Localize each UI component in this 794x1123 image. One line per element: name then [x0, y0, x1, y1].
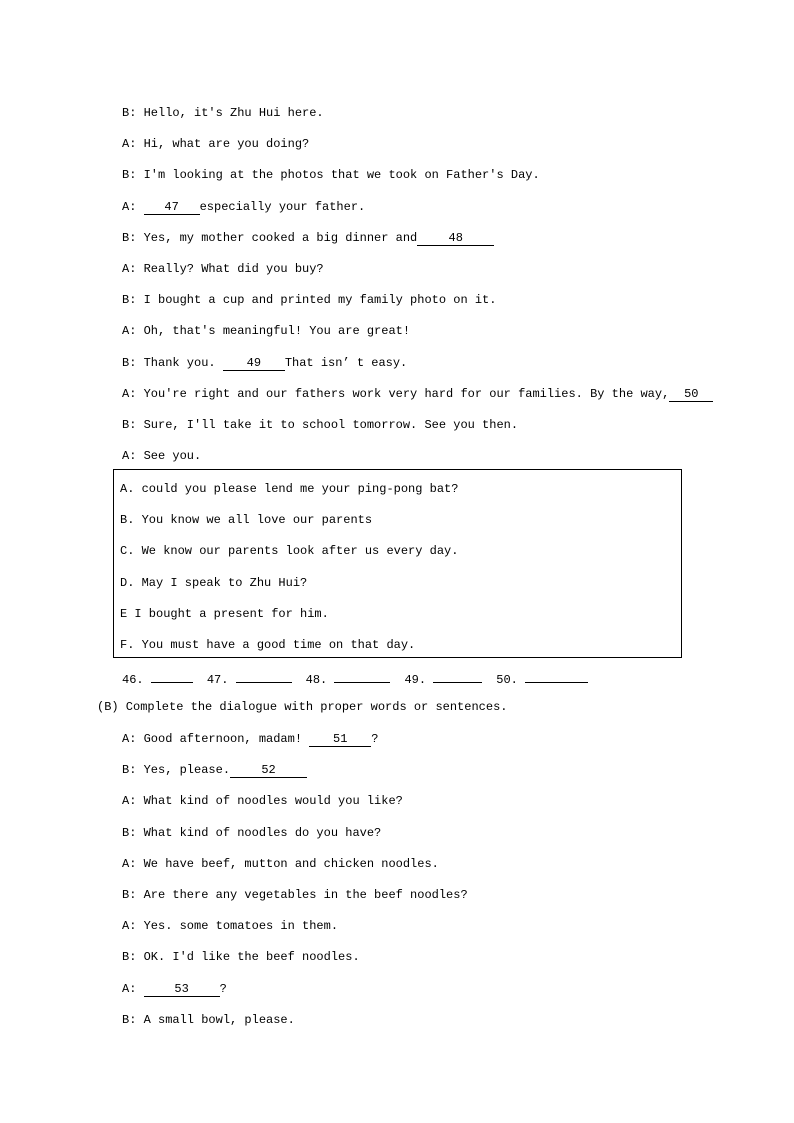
answer-blank[interactable] [151, 668, 193, 683]
dialogue-line: A: Hi, what are you doing? [122, 137, 310, 152]
line-text: A: You're right and our fathers work very hard for our families. By the way, [122, 386, 670, 401]
option-item: E I bought a present for him. [120, 606, 329, 621]
dialogue-line [122, 199, 365, 215]
dialogue-line: B: OK. I'd like the beef noodles. [122, 950, 360, 965]
answer-number: 49. [404, 673, 427, 687]
dialogue-line: A: We have beef, mutton and chicken noodles. [122, 856, 439, 871]
line-text: That isn’ t easy. [284, 355, 408, 370]
dialogue-line: A: Really? What did you buy? [122, 262, 324, 276]
answer-blank-51[interactable]: 51 [309, 732, 371, 747]
answer-blank[interactable] [433, 668, 482, 683]
line-text: ? [219, 981, 227, 996]
dialogue-line: B: Sure, I'll take it to school tomorrow. See you then. [122, 418, 519, 432]
option-item: D. May I speak to Zhu Hui? [120, 575, 308, 590]
answer-row [122, 668, 602, 688]
section-heading: (B) Complete the dialogue with proper words or sentences. [97, 700, 508, 714]
line-text: B: Yes, my mother cooked a big dinner and [122, 230, 418, 245]
answer-blank-49[interactable]: 49 [223, 356, 285, 371]
dialogue-line [122, 386, 713, 402]
option-item: F. You must have a good time on that day. [120, 638, 416, 652]
dialogue-line: B: Are there any vegetables in the beef noodles? [122, 888, 468, 902]
dialogue-line [122, 355, 407, 371]
dialogue-line: B: What kind of noodles do you have? [122, 825, 382, 840]
answer-blank-48[interactable]: 48 [417, 231, 494, 246]
dialogue-line: B: I'm looking at the photos that we took on Father's Day. [122, 168, 540, 183]
answer-blank-50[interactable]: 50 [669, 387, 713, 402]
option-item: C. We know our parents look after us every day. [120, 544, 459, 559]
line-text: A: [122, 199, 144, 214]
answer-blank-53[interactable]: 53 [144, 982, 220, 997]
answer-blank-52[interactable]: 52 [230, 763, 307, 778]
answer-number: 48. [305, 673, 328, 687]
answer-number: 50. [496, 673, 518, 687]
option-item: B. You know we all love our parents [120, 513, 373, 528]
dialogue-line: A: See you. [122, 449, 202, 464]
dialogue-line [122, 230, 494, 246]
line-text: B: Yes, please. [122, 763, 231, 778]
line-text: A: [122, 981, 144, 996]
line-text: especially your father. [199, 199, 366, 214]
answer-number: 46. [122, 673, 144, 687]
answer-number: 47. [206, 673, 229, 687]
dialogue-line: B: I bought a cup and printed my family photo on it. [122, 293, 497, 308]
dialogue-line [122, 762, 307, 778]
line-text: B: Thank you. [122, 355, 223, 370]
dialogue-line: B: Hello, it's Zhu Hui here. [122, 106, 324, 120]
options-box [113, 469, 682, 658]
line-text: ? [371, 732, 379, 746]
option-item: A. could you please lend me your ping-pong bat? [120, 482, 459, 496]
dialogue-line [122, 981, 227, 997]
answer-blank[interactable] [525, 668, 588, 683]
answer-blank[interactable] [236, 668, 292, 683]
dialogue-line: A: Yes. some tomatoes in them. [122, 919, 339, 934]
line-text: A: Good afternoon, madam! [122, 732, 310, 746]
answer-blank-47[interactable]: 47 [144, 200, 200, 215]
dialogue-line: A: Oh, that's meaningful! You are great! [122, 324, 411, 339]
answer-blank[interactable] [334, 668, 390, 683]
dialogue-line: B: A small bowl, please. [122, 1012, 295, 1027]
dialogue-line: A: What kind of noodles would you like? [122, 794, 403, 809]
dialogue-line [122, 731, 378, 747]
